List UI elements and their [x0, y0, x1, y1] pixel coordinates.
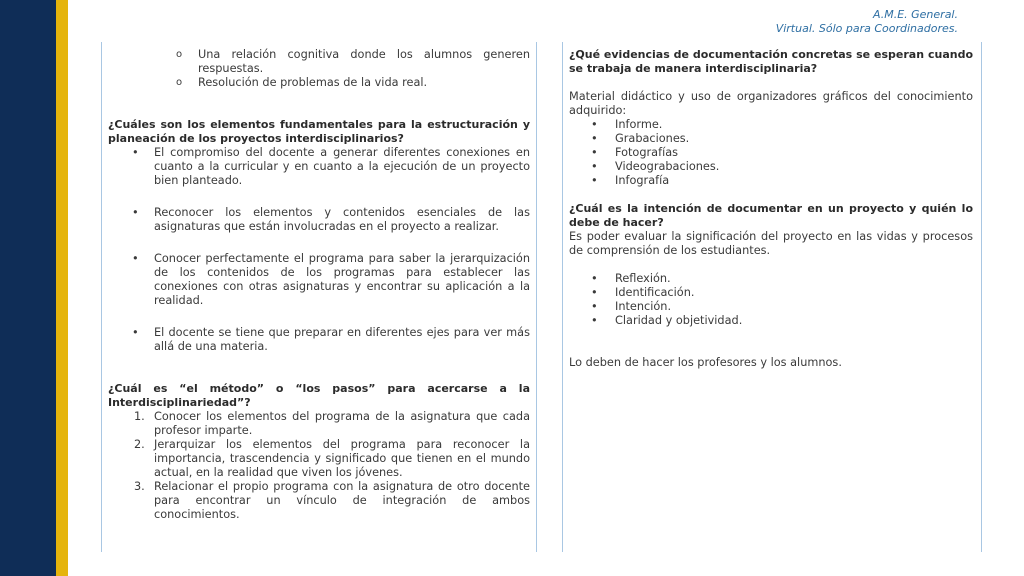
- evidence-text: Infografía: [615, 174, 670, 187]
- evidence-text: Grabaciones.: [615, 132, 690, 145]
- header-line-1: A.M.E. General.: [872, 8, 958, 21]
- evidence-list: [569, 118, 973, 188]
- bullet-marker: •: [591, 160, 598, 173]
- intention-item: [569, 286, 973, 300]
- sub-list-item: [108, 48, 530, 76]
- closing-statement: Lo deben de hacer los profesores y los alumnos.: [569, 356, 842, 369]
- evidence-text: Videograbaciones.: [615, 160, 720, 173]
- bullet-marker: •: [591, 146, 598, 159]
- intention-text: Reflexión.: [615, 272, 671, 285]
- intention-text: Claridad y objetividad.: [615, 314, 743, 327]
- bullet-marker: •: [591, 132, 598, 145]
- item-number: 2.: [134, 438, 145, 451]
- bullet-item: [108, 146, 530, 188]
- evidence-text: Informe.: [615, 118, 663, 131]
- sub-item-text: Resolución de problemas de la vida real.: [198, 76, 428, 89]
- intention-text: Identificación.: [615, 286, 695, 299]
- sub-list: [108, 48, 530, 90]
- bullet-marker: •: [591, 174, 598, 187]
- sub-list-item: [108, 76, 530, 90]
- intention-item: [569, 272, 973, 286]
- evidence-item: [569, 174, 973, 188]
- evidence-item: [569, 132, 973, 146]
- evidence-item: [569, 160, 973, 174]
- numbered-item: [108, 480, 530, 522]
- bullet-text: Reconocer los elementos y contenidos esenciales de las asignaturas que están involucradas en el proyecto a realizar.: [154, 206, 530, 233]
- bullet-text: El docente se tiene que preparar en diferentes ejes para ver más allá de una materia.: [154, 326, 530, 353]
- numbered-item: [108, 410, 530, 438]
- bullet-text: Conocer perfectamente el programa para saber la jerarquización de los contenidos de los programas para establecer las conexiones con otras asignaturas y encontrar su aplicación a la realidad.: [154, 252, 530, 307]
- numbered-text: Relacionar el propio programa con la asignatura de otro docente para encontrar un vínculo de integración de ambos conocimientos.: [154, 480, 530, 521]
- numbered-text: Jerarquizar los elementos del programa para reconocer la importancia, trascendencia y significado que tienen en el mundo actual, en la realidad que viven los jóvenes.: [154, 438, 530, 479]
- intention-item: [569, 314, 973, 328]
- bullet-marker: •: [591, 118, 598, 131]
- navy-side-band: [0, 0, 56, 576]
- bullet-item: [108, 252, 530, 308]
- evidence-text: Fotografías: [615, 146, 679, 159]
- numbered-item: [108, 438, 530, 480]
- bullet-marker: •: [132, 252, 139, 265]
- evidence-item: [569, 146, 973, 160]
- question-heading-1: ¿Cuáles son los elementos fundamentales para la estructuración y planeación de los proyectos interdisciplinarios?: [108, 118, 530, 145]
- documentation-intro: Material didáctico y uso de organizadores gráficos del conocimiento adquirido:: [569, 90, 973, 117]
- gold-side-band: [56, 0, 68, 576]
- intention-item: [569, 300, 973, 314]
- bullet-list-1: [108, 146, 530, 354]
- evidence-item: [569, 118, 973, 132]
- item-number: 3.: [134, 480, 145, 493]
- bullet-marker: •: [591, 286, 598, 299]
- item-number: 1.: [134, 410, 145, 423]
- right-column: [562, 42, 982, 552]
- intention-list: [569, 272, 973, 328]
- bullet-item: [108, 326, 530, 354]
- bullet-marker: •: [591, 314, 598, 327]
- bullet-item: [108, 206, 530, 234]
- question-heading-2: ¿Cuál es “el método” o “los pasos” para acercarse a la Interdisciplinariedad”?: [108, 382, 530, 409]
- question-heading-4: ¿Cuál es la intención de documentar en un proyecto y quién lo debe de hacer?: [569, 202, 973, 229]
- circle-marker: o: [176, 77, 183, 88]
- intention-text: Intención.: [615, 300, 672, 313]
- page-header: [776, 8, 958, 36]
- bullet-marker: •: [591, 300, 598, 313]
- intention-answer: Es poder evaluar la significación del proyecto en las vidas y procesos de comprensión de los estudiantes.: [569, 230, 973, 257]
- circle-marker: o: [176, 49, 183, 60]
- bullet-marker: •: [132, 206, 139, 219]
- question-heading-3: ¿Qué evidencias de documentación concretas se esperan cuando se trabaja de manera interdisciplinaria?: [569, 48, 973, 75]
- bullet-marker: •: [591, 272, 598, 285]
- bullet-marker: •: [132, 146, 139, 159]
- bullet-text: El compromiso del docente a generar diferentes conexiones en cuanto a la curricular y en cuanto a la ejecución de un proyecto bien planteado.: [154, 146, 530, 187]
- bullet-marker: •: [132, 326, 139, 339]
- header-line-2: Virtual. Sólo para Coordinadores.: [775, 22, 958, 35]
- numbered-text: Conocer los elementos del programa de la asignatura que cada profesor imparte.: [154, 410, 530, 437]
- sub-item-text: Una relación cognitiva donde los alumnos generen respuestas.: [198, 48, 530, 75]
- numbered-list: [108, 410, 530, 522]
- left-column: [101, 42, 537, 552]
